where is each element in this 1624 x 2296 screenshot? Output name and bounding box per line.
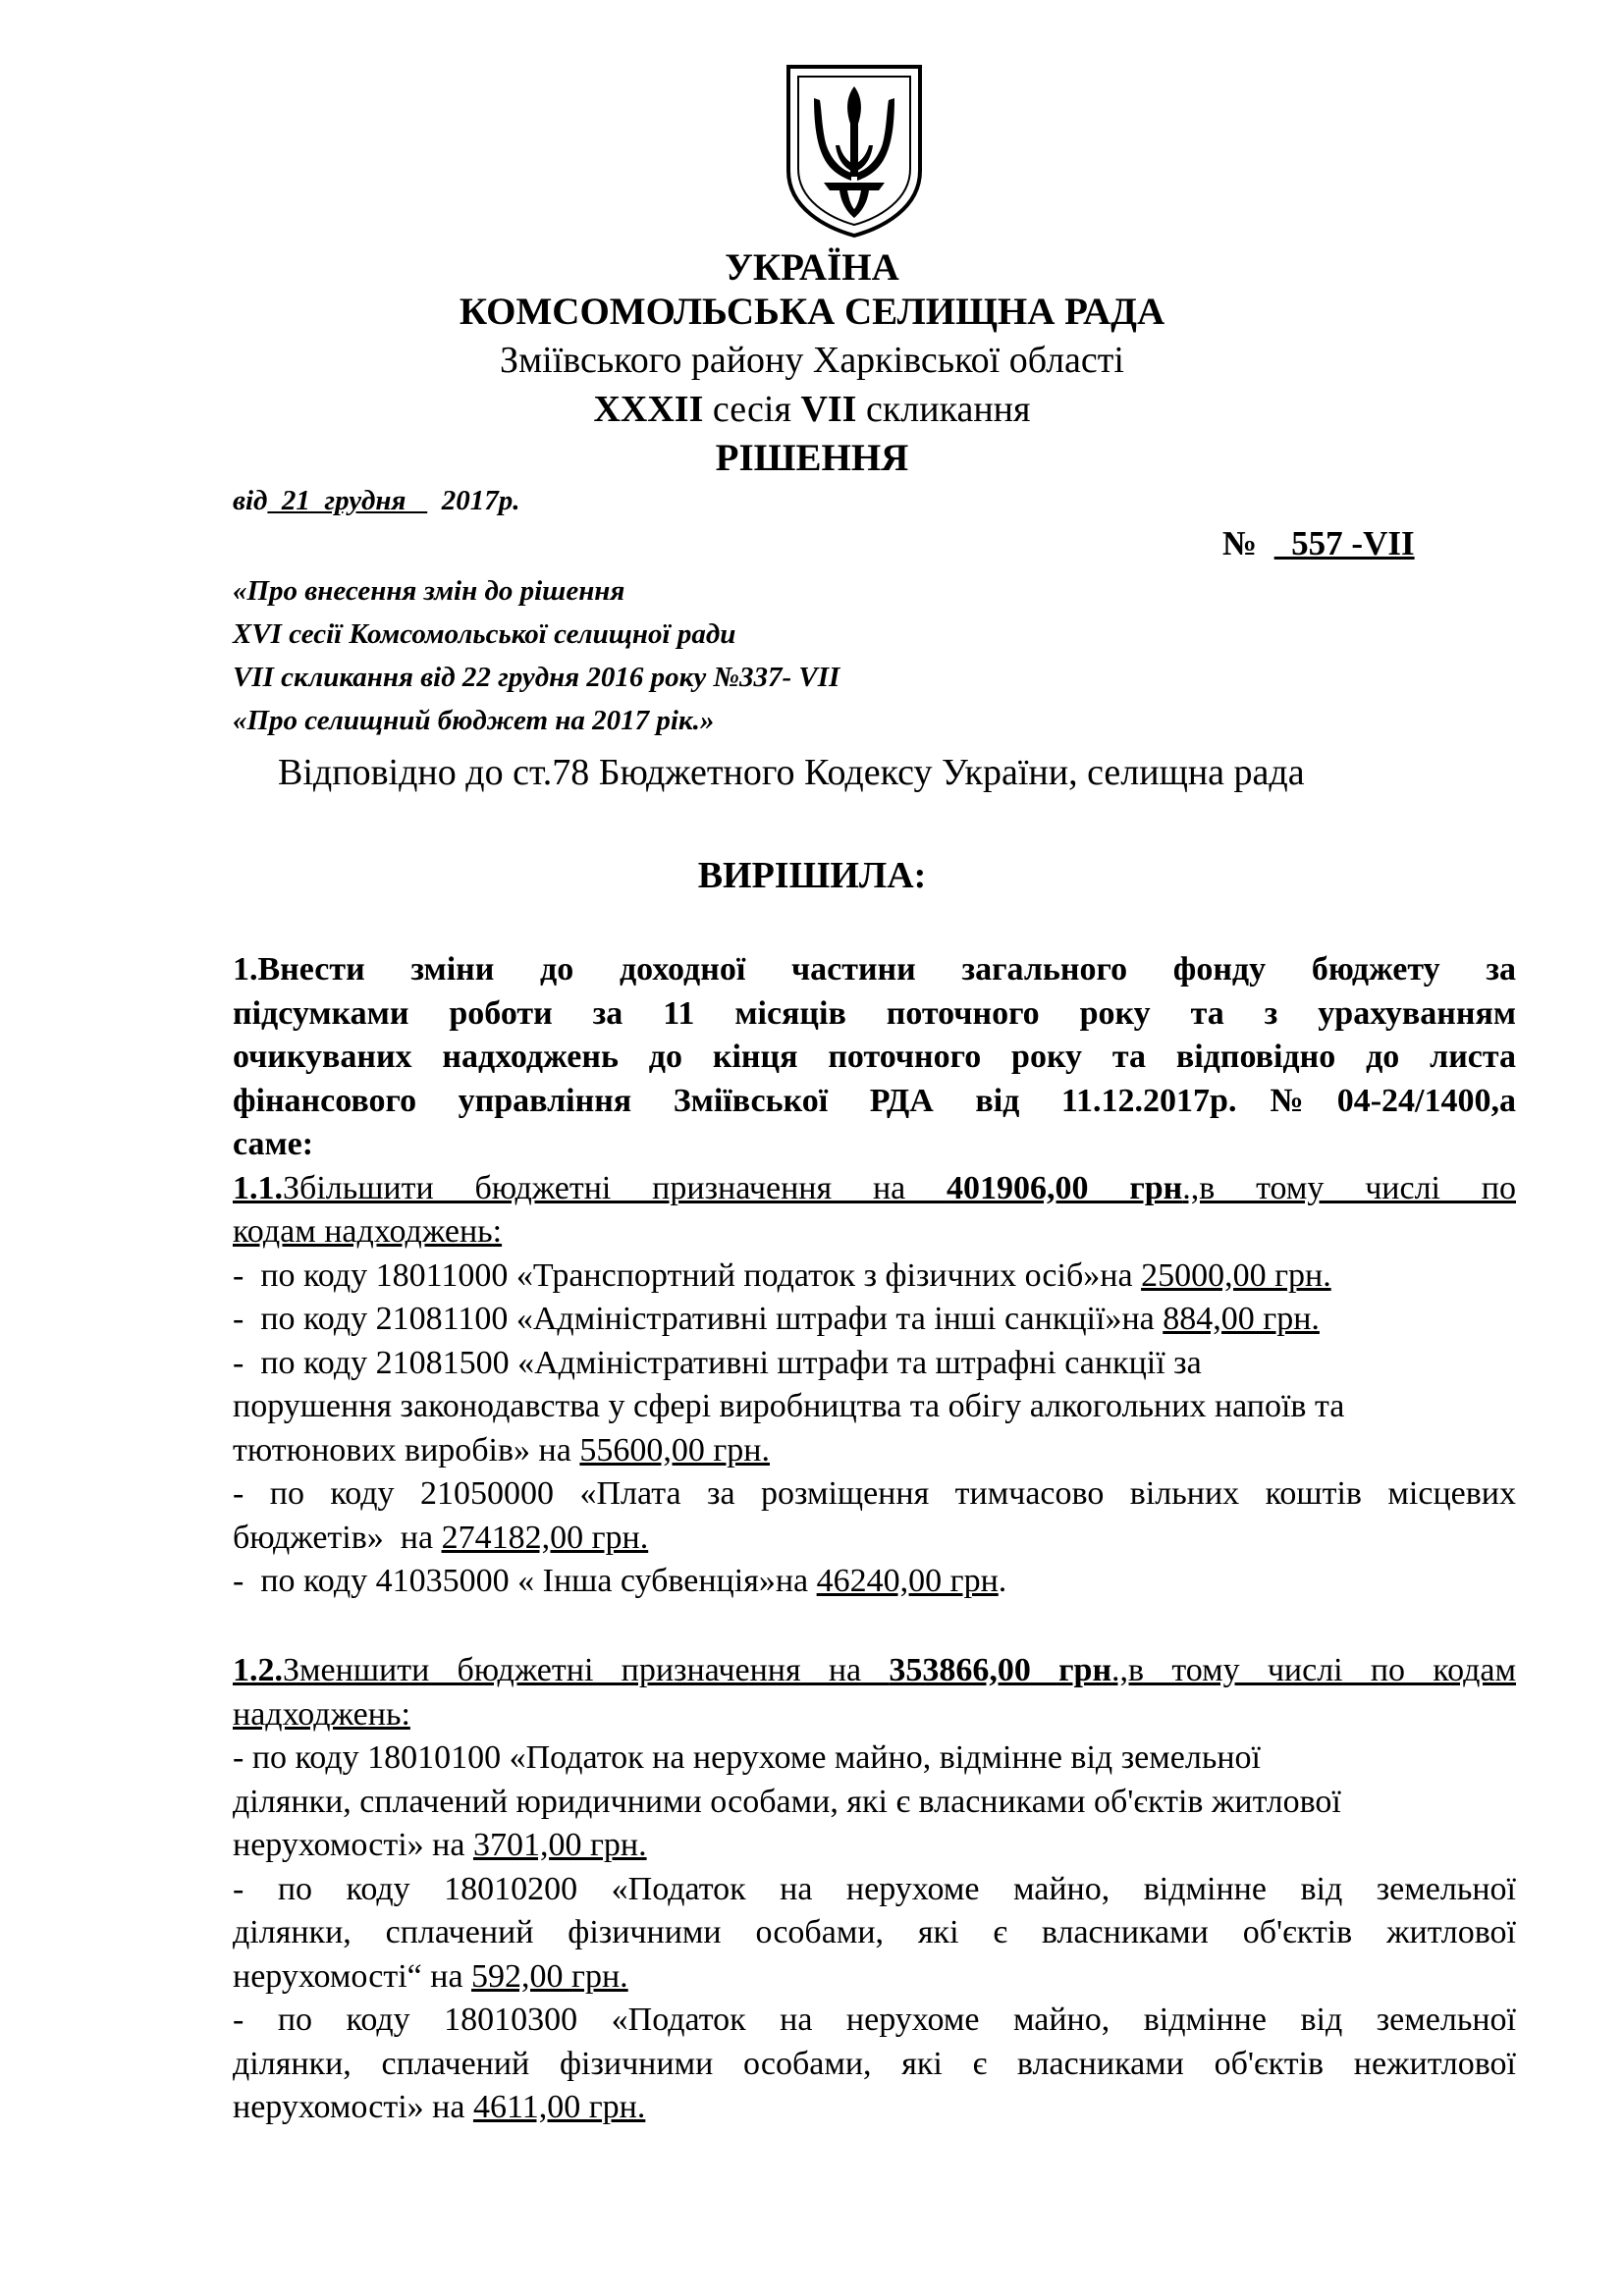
income-amount: 3701,00 грн. — [472, 1827, 647, 1863]
income-item: - по коду 41035000 « Інша субвенція»на 46240,00 грн. — [233, 1563, 1007, 1599]
income-item-cont: ділянки, сплачений фізичними особами, які є власниками об'єктів житлової — [233, 1914, 1516, 1950]
point-1-1-amount: 401906,00 грн — [947, 1169, 1183, 1206]
income-item: - по коду 21081100 «Адміністративні штрафи та інші санкції»на 884,00 грн. — [233, 1301, 1320, 1337]
convocation-number: VII — [800, 389, 857, 430]
document-type-title: РІШЕННЯ — [715, 437, 909, 479]
income-item: - по коду 18010300 «Податок на нерухоме майно, відмінне від земельної — [233, 2002, 1516, 2038]
number-sign: № — [1222, 524, 1258, 562]
income-item-cont: порушення законодавства у сфері виробництва та обігу алкогольних напоїв та — [233, 1388, 1345, 1424]
point-1-2-text-tail: .,в тому числі по кодам — [1111, 1652, 1516, 1688]
income-amount: 4611,00 грн. — [472, 2089, 646, 2125]
income-amount: 884,00 грн. — [1163, 1301, 1320, 1337]
income-amount: 274182,00 грн. — [441, 1519, 649, 1556]
income-item-cont: бюджетів» на 274182,00 грн. — [233, 1519, 649, 1556]
point-1-2-text: Зменшити бюджетні призначення на — [283, 1652, 890, 1688]
income-item-cont: нерухомості» на 3701,00 грн. — [233, 1827, 647, 1863]
council-title: КОМСОМОЛЬСЬКА СЕЛИЩНА РАДА — [459, 291, 1165, 333]
number-value: 557 -VII — [1273, 524, 1415, 562]
subject-line: «Про селищний бюджет на 2017 рік.» — [233, 705, 715, 736]
point-1-2-amount: 353866,00 грн — [889, 1652, 1112, 1688]
trident-coat-of-arms-icon — [781, 61, 928, 240]
region-line: Зміївського району Харківської області — [500, 340, 1124, 381]
income-amount: 592,00 грн. — [471, 1957, 628, 1995]
decision-subject — [233, 569, 839, 742]
subject-line: VII скликання від 22 грудня 2016 року №337- VII — [233, 662, 840, 693]
point-1-line: 1.Внести зміни до доходної частини загального фонду бюджету за — [233, 951, 1516, 988]
income-item-cont: ділянки, сплачений юридичними особами, які є власниками об'єктів житлової — [233, 1783, 1341, 1820]
date-prefix: від — [233, 485, 268, 516]
income-item: - по коду 21050000 «Плата за розміщення тимчасово вільних коштів місцевих — [233, 1475, 1516, 1512]
session-line — [0, 388, 1624, 431]
point-1-line: фінансового управління Зміївської РДА від 11.12.2017р.№04-24/1400,а — [233, 1082, 1516, 1119]
preamble-text: Відповідно до ст.78 Бюджетного Кодексу України, селищна рада — [278, 752, 1305, 793]
income-item-cont: нерухомості» на 4611,00 грн. — [233, 2089, 646, 2125]
date-year: 2017р. — [427, 485, 520, 516]
point-1-section — [233, 948, 1516, 1604]
decision-date — [233, 485, 519, 517]
income-amount: 25000,00 грн. — [1141, 1256, 1331, 1294]
point-1-1-number: 1.1. — [233, 1169, 283, 1206]
subject-line: XVI сесії Комсомольської селищної ради — [233, 618, 736, 650]
point-1-line: очикуваних надходжень до кінця поточного року та відповідно до листа — [233, 1039, 1516, 1075]
subject-line: «Про внесення змін до рішення — [233, 575, 625, 607]
point-1-line: підсумками роботи за 11 місяців поточного року та з урахуванням — [233, 994, 1516, 1032]
point-1-2-subheading: надходжень: — [233, 1695, 410, 1733]
income-item: - по коду 21081500 «Адміністративні штрафи та штрафні санкції за — [233, 1344, 1202, 1381]
resolved-heading: ВИРІШИЛА: — [697, 855, 927, 896]
date-day-month: 21 грудня — [267, 485, 428, 516]
point-1-1-heading — [233, 1167, 1516, 1211]
income-amount: 46240,00 грн — [816, 1563, 999, 1599]
point-1-line: саме: — [233, 1126, 314, 1162]
point-1-1-subheading: кодам надходжень: — [233, 1213, 503, 1250]
convocation-word: скликання — [865, 389, 1031, 430]
session-word: сесія — [712, 389, 791, 430]
income-item: - по коду 18011000 «Транспортний податок з фізичних осіб»на 25000,00 грн. — [233, 1256, 1331, 1294]
income-item-cont: ділянки, сплачений фізичними особами, які є власниками об'єктів нежитлової — [233, 2045, 1516, 2082]
income-item: - по коду 18010200 «Податок на нерухоме майно, відмінне від земельної — [233, 1870, 1516, 1907]
income-item-cont: нерухомості“ на 592,00 грн. — [233, 1957, 628, 1995]
point-1-2-heading — [233, 1649, 1516, 1693]
point-1-1-text-tail: .,в тому числі по — [1182, 1169, 1516, 1206]
point-1-1-text: Збільшити бюджетні призначення на — [283, 1169, 947, 1206]
income-item: - по коду 18010100 «Податок на нерухоме майно, відмінне від земельної — [233, 1739, 1261, 1776]
session-number: XXXII — [593, 389, 704, 430]
point-1-2-number: 1.2. — [233, 1652, 283, 1688]
country-title: УКРАЇНА — [725, 246, 899, 289]
point-1-2-section — [233, 1649, 1516, 2130]
income-amount: 55600,00 грн. — [579, 1431, 770, 1468]
income-item-cont: тютюнових виробів» на 55600,00 грн. — [233, 1431, 770, 1468]
decision-number — [1222, 524, 1415, 563]
